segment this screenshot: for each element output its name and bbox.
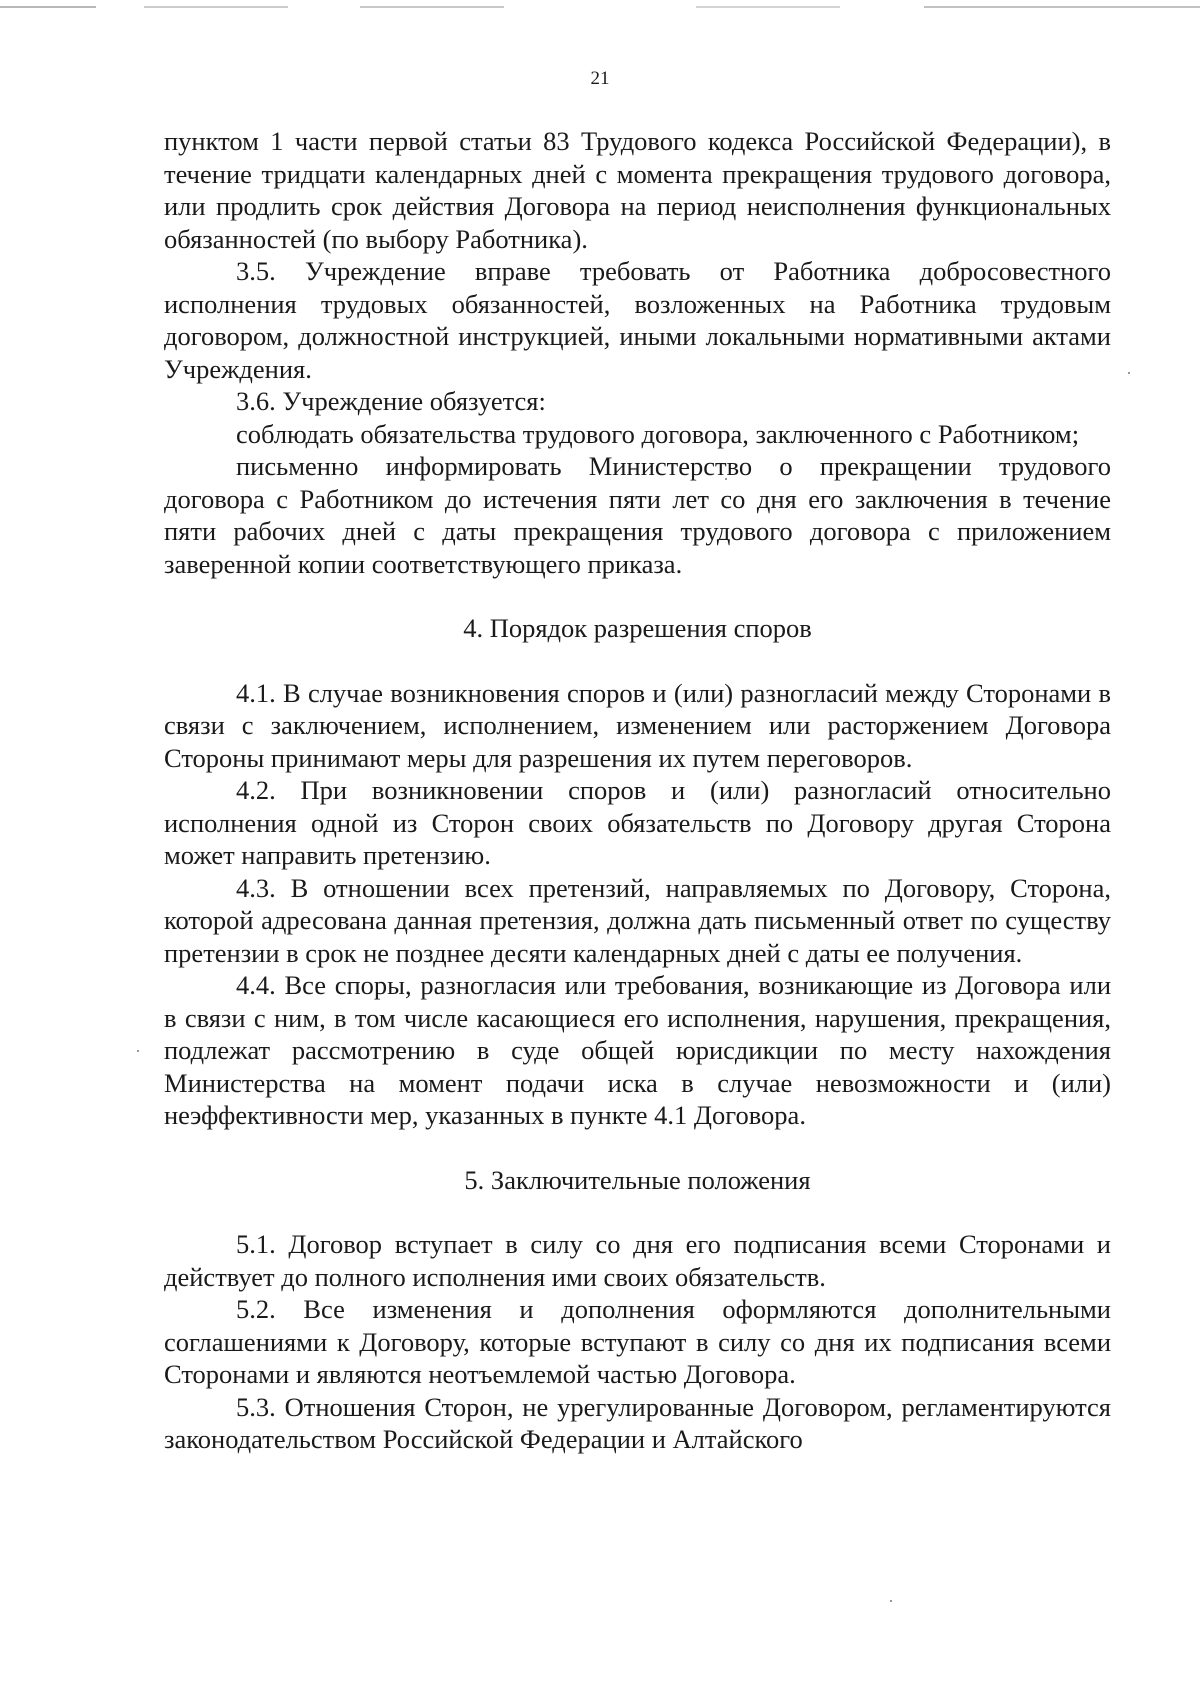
paragraph-3-6: 3.6. Учреждение обязуется: [236,386,546,416]
paragraph-3-6-item-2: письменно информировать Министерство о прекращении трудового договора с Работником до истечения пяти лет со дня его заключения в течение пяти рабочих дней с даты прекращения трудового договора с приложением заверенной копии соответствующего приказа. [164,451,1111,579]
page-number: 21 [590,68,610,89]
paragraph-5-3: 5.3. Отношения Сторон, не урегулированные Договором, регламентируются законодательством Российской Федерации и Алтайского [164,1391,1111,1454]
scan-edge-artifact [0,6,1200,8]
paragraph-4-2: 4.2. При возникновении споров и (или) разногласий относительно исполнения одной из Сторон своих обязательств по Договору другая Сторона может направить претензию. [164,775,1111,870]
paragraph-5-1: 5.1. Договор вступает в силу со дня его подписания всеми Сторонами и действует до полного исполнения ими своих обязательств. [164,1229,1111,1292]
paragraph-3-5: 3.5. Учреждение вправе требовать от Работника добросовестного исполнения трудовых обязанностей, возложенных на Работника трудовым договором, должностной инструкцией, иными локальными нормативными актами Учреждения. [164,256,1111,384]
paragraph-4-4: 4.4. Все споры, разногласия или требования, возникающие из Договора или в связи с ним, в том числе касающиеся его исполнения, нарушения, прекращения, подлежат рассмотрению в суде общей юрисдикции по месту нахождения Министерства на момент подачи иска в случае невозможности и (или) неэффективности мер, указанных в пункте 4.1 Договора. [164,970,1111,1130]
paragraph-5-2: 5.2. Все изменения и дополнения оформляются дополнительными соглашениями к Договору, которые вступают в силу со дня их подписания всеми Сторонами и являются неотъемлемой частью Договора. [164,1294,1111,1389]
scan-speck [137,1050,139,1052]
paragraph-4-3: 4.3. В отношении всех претензий, направляемых по Договору, Сторона, которой адресована данная претензия, должна дать письменный ответ по существу претензии в срок не позднее десяти календарных дней с даты ее получения. [164,872,1111,968]
paragraph-continuation: пунктом 1 части первой статьи 83 Трудового кодекса Российской Федерации), в течение тридцати календарных дней с момента прекращения трудового договора, или продлить срок действия Договора на период неисполнения функциональных обязанностей (по выбору Работника). [164,126,1111,254]
paragraph-4-1: 4.1. В случае возникновения споров и (или) разногласий между Сторонами в связи с заключением, исполнением, изменением или расторжением Договора Стороны принимают меры для разрешения их путем переговоров. [164,677,1111,773]
document-body [164,125,1111,1456]
section-4-heading: 4. Порядок разрешения споров [463,613,812,643]
paragraph-3-6-item-1: соблюдать обязательства трудового договора, заключенного с Работником; [236,418,1080,449]
section-5-heading: 5. Заключительные положения [464,1164,811,1195]
scan-speck [890,1600,892,1602]
scan-speck [1128,372,1130,374]
